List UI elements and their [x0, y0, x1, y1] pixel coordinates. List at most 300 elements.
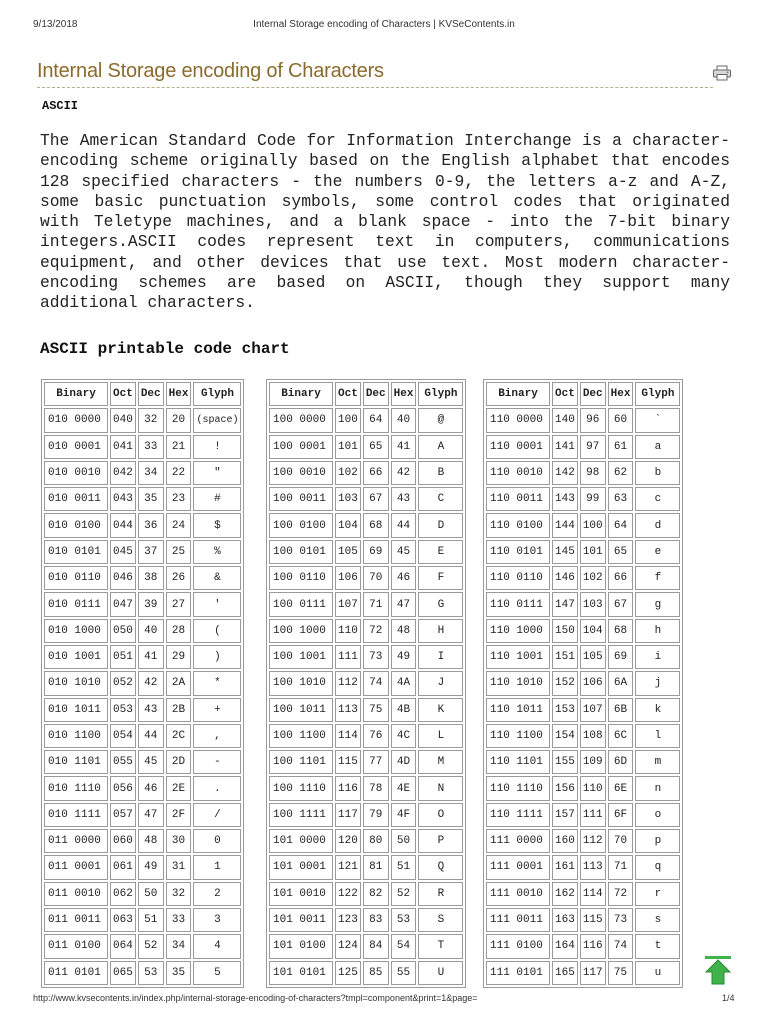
glyph-cell: t [635, 934, 680, 958]
oct-cell: 100 [335, 408, 361, 432]
glyph-cell: . [193, 776, 241, 800]
binary-cell: 100 1000 [269, 619, 333, 643]
table-row [44, 671, 241, 695]
oct-cell: 163 [552, 908, 578, 932]
dec-cell: 39 [138, 592, 164, 616]
binary-cell: 100 0001 [269, 435, 333, 459]
table-row [486, 855, 680, 879]
glyph-cell: 2 [193, 882, 241, 906]
binary-cell: 010 0100 [44, 513, 108, 537]
dec-cell: 75 [363, 698, 389, 722]
oct-cell: 055 [110, 750, 136, 774]
table-row [486, 592, 680, 616]
glyph-cell: S [418, 908, 463, 932]
glyph-cell: u [635, 961, 680, 985]
oct-cell: 120 [335, 829, 361, 853]
binary-cell: 010 1101 [44, 750, 108, 774]
hex-cell: 25 [166, 540, 192, 564]
hex-cell: 69 [608, 645, 634, 669]
table-row [269, 671, 463, 695]
glyph-cell: * [193, 671, 241, 695]
glyph-cell: ' [193, 592, 241, 616]
dec-cell: 117 [580, 961, 606, 985]
binary-cell: 100 0011 [269, 487, 333, 511]
oct-cell: 160 [552, 829, 578, 853]
oct-cell: 110 [335, 619, 361, 643]
binary-cell: 110 1011 [486, 698, 550, 722]
binary-cell: 100 0101 [269, 540, 333, 564]
oct-cell: 042 [110, 461, 136, 485]
glyph-cell: b [635, 461, 680, 485]
dec-cell: 47 [138, 803, 164, 827]
table-row [44, 645, 241, 669]
hex-cell: 6D [608, 750, 634, 774]
binary-cell: 111 0010 [486, 882, 550, 906]
binary-cell: 111 0000 [486, 829, 550, 853]
hex-cell: 40 [391, 408, 417, 432]
dec-cell: 77 [363, 750, 389, 774]
binary-cell: 110 1100 [486, 724, 550, 748]
binary-cell: 110 1111 [486, 803, 550, 827]
hex-cell: 2A [166, 671, 192, 695]
glyph-cell: P [418, 829, 463, 853]
table-row [44, 487, 241, 511]
table-row [44, 776, 241, 800]
binary-cell: 010 0011 [44, 487, 108, 511]
table-row [44, 461, 241, 485]
ascii-table-3 [483, 379, 683, 988]
dec-cell: 79 [363, 803, 389, 827]
binary-cell: 010 1111 [44, 803, 108, 827]
oct-cell: 164 [552, 934, 578, 958]
table-row [44, 961, 241, 985]
hex-cell: 62 [608, 461, 634, 485]
dec-cell: 51 [138, 908, 164, 932]
oct-cell: 146 [552, 566, 578, 590]
table-row [269, 776, 463, 800]
table-row [486, 461, 680, 485]
hex-cell: 20 [166, 408, 192, 432]
binary-cell: 101 0001 [269, 855, 333, 879]
hex-cell: 4D [391, 750, 417, 774]
binary-cell: 010 1011 [44, 698, 108, 722]
dec-cell: 114 [580, 882, 606, 906]
dec-cell: 72 [363, 619, 389, 643]
oct-cell: 153 [552, 698, 578, 722]
hex-cell: 68 [608, 619, 634, 643]
oct-cell: 056 [110, 776, 136, 800]
oct-cell: 043 [110, 487, 136, 511]
hex-cell: 74 [608, 934, 634, 958]
table-row [44, 855, 241, 879]
glyph-cell: " [193, 461, 241, 485]
dec-cell: 74 [363, 671, 389, 695]
binary-cell: 100 1110 [269, 776, 333, 800]
glyph-cell: h [635, 619, 680, 643]
hex-cell: 29 [166, 645, 192, 669]
binary-cell: 101 0000 [269, 829, 333, 853]
table-row [486, 566, 680, 590]
dec-cell: 109 [580, 750, 606, 774]
glyph-cell: / [193, 803, 241, 827]
dec-cell: 46 [138, 776, 164, 800]
oct-cell: 125 [335, 961, 361, 985]
oct-cell: 047 [110, 592, 136, 616]
table-row [269, 540, 463, 564]
oct-cell: 106 [335, 566, 361, 590]
binary-cell: 010 1110 [44, 776, 108, 800]
glyph-cell: e [635, 540, 680, 564]
table-row [44, 513, 241, 537]
oct-cell: 045 [110, 540, 136, 564]
dec-cell: 36 [138, 513, 164, 537]
oct-cell: 115 [335, 750, 361, 774]
oct-cell: 054 [110, 724, 136, 748]
hex-cell: 4A [391, 671, 417, 695]
oct-cell: 151 [552, 645, 578, 669]
oct-cell: 064 [110, 934, 136, 958]
binary-cell: 010 0111 [44, 592, 108, 616]
dec-cell: 115 [580, 908, 606, 932]
dec-cell: 65 [363, 435, 389, 459]
glyph-cell: $ [193, 513, 241, 537]
hex-cell: 26 [166, 566, 192, 590]
binary-cell: 010 0000 [44, 408, 108, 432]
hex-cell: 24 [166, 513, 192, 537]
table-row [486, 487, 680, 511]
binary-cell: 100 1011 [269, 698, 333, 722]
hex-cell: 48 [391, 619, 417, 643]
column-header-hex: Hex [166, 382, 192, 406]
oct-cell: 122 [335, 882, 361, 906]
table-row [486, 540, 680, 564]
binary-cell: 110 0110 [486, 566, 550, 590]
table-row [486, 513, 680, 537]
oct-cell: 062 [110, 882, 136, 906]
dec-cell: 111 [580, 803, 606, 827]
glyph-cell: I [418, 645, 463, 669]
binary-cell: 100 1001 [269, 645, 333, 669]
table-header-row [269, 382, 463, 406]
oct-cell: 141 [552, 435, 578, 459]
hex-cell: 71 [608, 855, 634, 879]
column-header-hex: Hex [608, 382, 634, 406]
glyph-cell: n [635, 776, 680, 800]
intro-paragraph: The American Standard Code for Information Interchange is a character-encoding scheme originally based on the English alphabet that encodes 128 specified characters - the numbers 0-9, the letters a-z and A-Z, some basic punctuation symbols, some control codes that originated with Teletype machines, and a blank space - into the 7-bit binary integers.ASCII codes represent text in computers, communications equipment, and other devices that use text. Most modern character-encoding schemes are based on ASCII, though they support many additional characters. [40, 131, 730, 313]
table-row [486, 961, 680, 985]
hex-cell: 64 [608, 513, 634, 537]
table-row [44, 408, 241, 432]
binary-cell: 110 0000 [486, 408, 550, 432]
hex-cell: 42 [391, 461, 417, 485]
column-header-glyph: Glyph [635, 382, 680, 406]
dec-cell: 45 [138, 750, 164, 774]
hex-cell: 55 [391, 961, 417, 985]
binary-cell: 011 0101 [44, 961, 108, 985]
binary-cell: 100 1101 [269, 750, 333, 774]
oct-cell: 053 [110, 698, 136, 722]
binary-cell: 010 0001 [44, 435, 108, 459]
glyph-cell: p [635, 829, 680, 853]
hex-cell: 4F [391, 803, 417, 827]
binary-cell: 010 1010 [44, 671, 108, 695]
oct-cell: 121 [335, 855, 361, 879]
hex-cell: 33 [166, 908, 192, 932]
dec-cell: 70 [363, 566, 389, 590]
glyph-cell: U [418, 961, 463, 985]
hex-cell: 4B [391, 698, 417, 722]
glyph-cell: 3 [193, 908, 241, 932]
binary-cell: 110 1010 [486, 671, 550, 695]
table-row [269, 829, 463, 853]
binary-cell: 100 0111 [269, 592, 333, 616]
oct-cell: 150 [552, 619, 578, 643]
dec-cell: 50 [138, 882, 164, 906]
hex-cell: 63 [608, 487, 634, 511]
binary-cell: 110 0100 [486, 513, 550, 537]
glyph-cell: f [635, 566, 680, 590]
binary-cell: 100 0100 [269, 513, 333, 537]
glyph-cell: D [418, 513, 463, 537]
table-row [44, 724, 241, 748]
binary-cell: 111 0011 [486, 908, 550, 932]
column-header-glyph: Glyph [193, 382, 241, 406]
oct-cell: 113 [335, 698, 361, 722]
dec-cell: 108 [580, 724, 606, 748]
dec-cell: 38 [138, 566, 164, 590]
glyph-cell: ! [193, 435, 241, 459]
binary-cell: 100 1100 [269, 724, 333, 748]
binary-cell: 100 1111 [269, 803, 333, 827]
table-row [486, 882, 680, 906]
oct-cell: 144 [552, 513, 578, 537]
footer-page-number: 1/4 [722, 993, 735, 1003]
hex-cell: 47 [391, 592, 417, 616]
column-header-binary: Binary [44, 382, 108, 406]
table-row [486, 408, 680, 432]
hex-cell: 75 [608, 961, 634, 985]
binary-cell: 110 0111 [486, 592, 550, 616]
glyph-cell: , [193, 724, 241, 748]
dec-cell: 105 [580, 645, 606, 669]
dec-cell: 68 [363, 513, 389, 537]
table-row [44, 882, 241, 906]
hex-cell: 4C [391, 724, 417, 748]
table-row [269, 487, 463, 511]
hex-cell: 2F [166, 803, 192, 827]
hex-cell: 4E [391, 776, 417, 800]
oct-cell: 063 [110, 908, 136, 932]
glyph-cell: q [635, 855, 680, 879]
binary-cell: 011 0011 [44, 908, 108, 932]
glyph-cell: s [635, 908, 680, 932]
table-row [44, 566, 241, 590]
column-header-dec: Dec [580, 382, 606, 406]
oct-cell: 156 [552, 776, 578, 800]
glyph-cell: A [418, 435, 463, 459]
hex-cell: 54 [391, 934, 417, 958]
oct-cell: 111 [335, 645, 361, 669]
dec-cell: 102 [580, 566, 606, 590]
binary-cell: 010 1000 [44, 619, 108, 643]
glyph-cell: k [635, 698, 680, 722]
hex-cell: 6B [608, 698, 634, 722]
glyph-cell: F [418, 566, 463, 590]
oct-cell: 052 [110, 671, 136, 695]
binary-cell: 011 0000 [44, 829, 108, 853]
dec-cell: 49 [138, 855, 164, 879]
glyph-cell: ( [193, 619, 241, 643]
glyph-cell: o [635, 803, 680, 827]
glyph-cell: O [418, 803, 463, 827]
glyph-cell: N [418, 776, 463, 800]
dec-cell: 40 [138, 619, 164, 643]
table-row [44, 698, 241, 722]
binary-cell: 011 0010 [44, 882, 108, 906]
binary-cell: 110 0001 [486, 435, 550, 459]
binary-cell: 100 0010 [269, 461, 333, 485]
column-header-binary: Binary [486, 382, 550, 406]
table-row [269, 803, 463, 827]
table-row [269, 855, 463, 879]
dec-cell: 53 [138, 961, 164, 985]
dec-cell: 104 [580, 619, 606, 643]
oct-cell: 057 [110, 803, 136, 827]
glyph-cell: G [418, 592, 463, 616]
hex-cell: 46 [391, 566, 417, 590]
hex-cell: 27 [166, 592, 192, 616]
print-date: 9/13/2018 [33, 19, 78, 30]
table-row [269, 513, 463, 537]
table-row [44, 829, 241, 853]
oct-cell: 105 [335, 540, 361, 564]
binary-cell: 110 1110 [486, 776, 550, 800]
table-row [269, 724, 463, 748]
oct-cell: 142 [552, 461, 578, 485]
hex-cell: 22 [166, 461, 192, 485]
hex-cell: 6A [608, 671, 634, 695]
table-row [486, 776, 680, 800]
binary-cell: 110 1000 [486, 619, 550, 643]
arrow-up-icon[interactable] [704, 955, 732, 985]
oct-cell: 051 [110, 645, 136, 669]
hex-cell: 31 [166, 855, 192, 879]
oct-cell: 060 [110, 829, 136, 853]
table-row [269, 408, 463, 432]
hex-cell: 72 [608, 882, 634, 906]
dec-cell: 41 [138, 645, 164, 669]
printer-icon[interactable] [712, 65, 732, 81]
binary-cell: 111 0001 [486, 855, 550, 879]
oct-cell: 044 [110, 513, 136, 537]
oct-cell: 165 [552, 961, 578, 985]
dec-cell: 69 [363, 540, 389, 564]
section-label: ASCII [42, 99, 79, 113]
dec-cell: 44 [138, 724, 164, 748]
oct-cell: 154 [552, 724, 578, 748]
hex-cell: 53 [391, 908, 417, 932]
table-row [486, 750, 680, 774]
glyph-cell: @ [418, 408, 463, 432]
hex-cell: 61 [608, 435, 634, 459]
hex-cell: 67 [608, 592, 634, 616]
binary-cell: 110 0011 [486, 487, 550, 511]
binary-cell: 100 1010 [269, 671, 333, 695]
hex-cell: 49 [391, 645, 417, 669]
table-row [269, 961, 463, 985]
glyph-cell: (space) [193, 408, 241, 432]
hex-cell: 28 [166, 619, 192, 643]
oct-cell: 103 [335, 487, 361, 511]
column-header-dec: Dec [138, 382, 164, 406]
dec-cell: 73 [363, 645, 389, 669]
dec-cell: 35 [138, 487, 164, 511]
binary-cell: 010 0110 [44, 566, 108, 590]
dec-cell: 37 [138, 540, 164, 564]
dec-cell: 112 [580, 829, 606, 853]
dec-cell: 96 [580, 408, 606, 432]
dec-cell: 52 [138, 934, 164, 958]
hex-cell: 43 [391, 487, 417, 511]
glyph-cell: 4 [193, 934, 241, 958]
column-header-oct: Oct [552, 382, 578, 406]
glyph-cell: M [418, 750, 463, 774]
dec-cell: 67 [363, 487, 389, 511]
dec-cell: 82 [363, 882, 389, 906]
binary-cell: 010 1001 [44, 645, 108, 669]
hex-cell: 23 [166, 487, 192, 511]
binary-cell: 110 1001 [486, 645, 550, 669]
hex-cell: 2E [166, 776, 192, 800]
oct-cell: 116 [335, 776, 361, 800]
table-row [269, 645, 463, 669]
hex-cell: 21 [166, 435, 192, 459]
hex-cell: 50 [391, 829, 417, 853]
hex-cell: 30 [166, 829, 192, 853]
table-row [486, 934, 680, 958]
binary-cell: 100 0110 [269, 566, 333, 590]
hex-cell: 65 [608, 540, 634, 564]
hex-cell: 41 [391, 435, 417, 459]
column-header-oct: Oct [335, 382, 361, 406]
oct-cell: 145 [552, 540, 578, 564]
glyph-cell: % [193, 540, 241, 564]
oct-cell: 157 [552, 803, 578, 827]
table-row [44, 908, 241, 932]
dec-cell: 85 [363, 961, 389, 985]
oct-cell: 143 [552, 487, 578, 511]
glyph-cell: ` [635, 408, 680, 432]
glyph-cell: j [635, 671, 680, 695]
table-row [44, 592, 241, 616]
table-row [269, 435, 463, 459]
table-row [486, 619, 680, 643]
hex-cell: 2B [166, 698, 192, 722]
dec-cell: 48 [138, 829, 164, 853]
oct-cell: 104 [335, 513, 361, 537]
binary-cell: 101 0011 [269, 908, 333, 932]
dec-cell: 84 [363, 934, 389, 958]
table-row [269, 592, 463, 616]
hex-cell: 32 [166, 882, 192, 906]
table-row [44, 540, 241, 564]
dec-cell: 106 [580, 671, 606, 695]
binary-cell: 111 0100 [486, 934, 550, 958]
glyph-cell: a [635, 435, 680, 459]
hex-cell: 51 [391, 855, 417, 879]
column-header-hex: Hex [391, 382, 417, 406]
glyph-cell: 0 [193, 829, 241, 853]
